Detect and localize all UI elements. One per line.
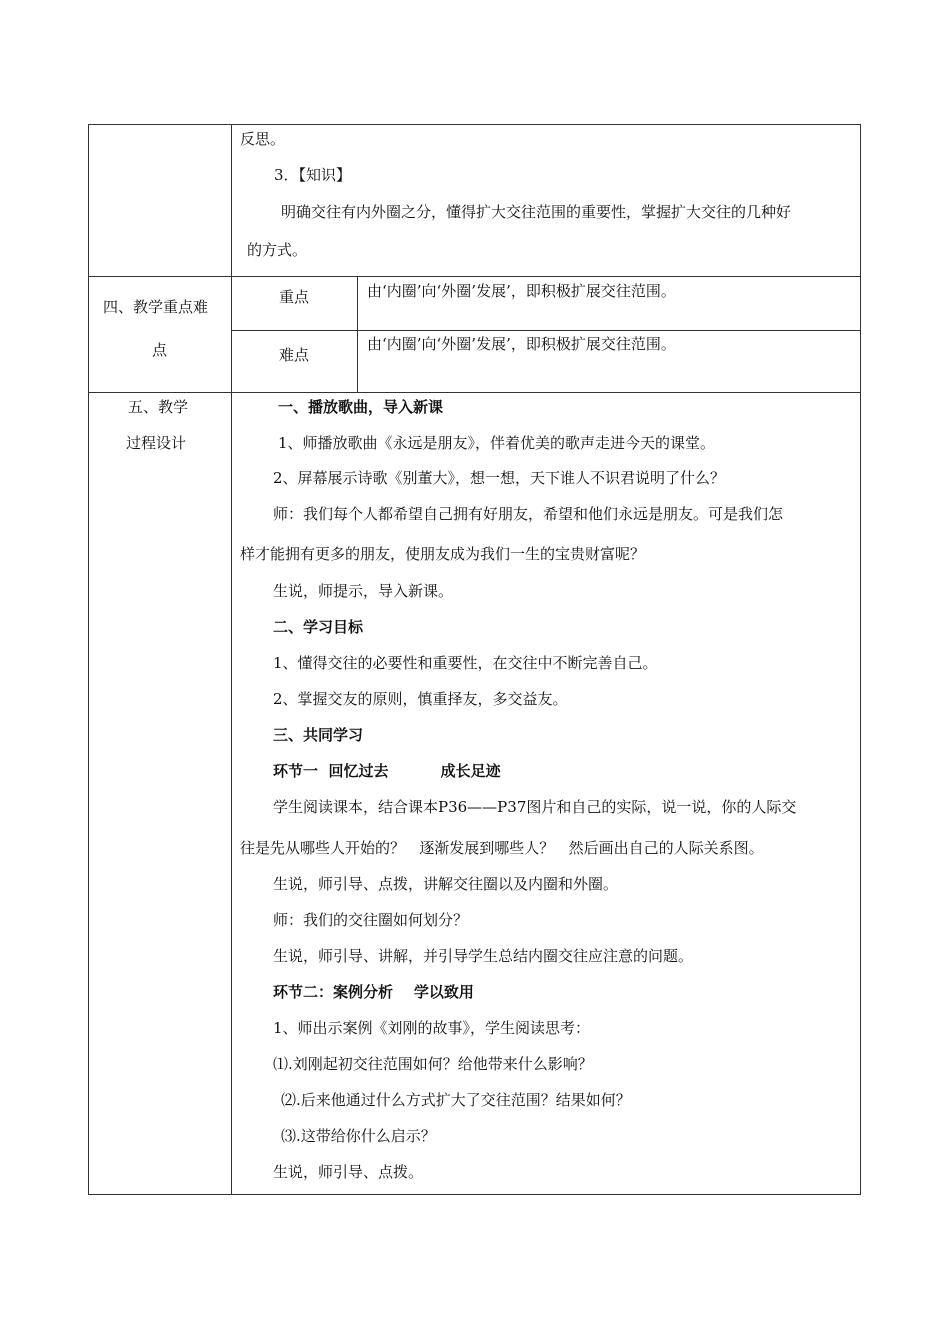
- knowledge-heading: 3．【知识】: [274, 166, 352, 184]
- paragraph: 师：我们每个人都希望自己拥有好朋友，希望和他们永远是朋友。可是我们怎: [273, 505, 784, 523]
- question-item: ⑶.这带给你什么启示？: [281, 1127, 436, 1145]
- paragraph: 1、师出示案例《刘刚的故事》，学生阅读思考：: [273, 1019, 591, 1037]
- subsection-heading: 环节一 回忆过去 成长足迹: [273, 762, 501, 780]
- knowledge-text-line1: 明确交往有内外圈之分，懂得扩大交往范围的重要性，掌握扩大交往的几种好: [281, 203, 792, 221]
- paragraph: 生说，师引导、点拨，讲解交往圈以及内圈和外圈。: [273, 875, 619, 893]
- paragraph: 1、师播放歌曲《永远是朋友》，伴着优美的歌声走进今天的课堂。: [278, 434, 716, 452]
- key-point-label: 重点: [279, 288, 310, 306]
- table-divider: [357, 276, 358, 392]
- table-divider: [231, 124, 232, 1195]
- key-difficulty-label-cont: 点: [152, 341, 168, 359]
- subsection-heading: 环节二：案例分析 学以致用: [273, 983, 474, 1001]
- paragraph: 样才能拥有更多的朋友，使朋友成为我们一生的宝贵财富呢？: [240, 545, 646, 563]
- paragraph: 往是先从哪些人开始的？ 逐渐发展到哪些人？ 然后画出自己的人际关系图。: [240, 839, 764, 857]
- process-label: 五、教学: [128, 398, 189, 416]
- paragraph: 生说，师引导、点拨。: [273, 1163, 424, 1181]
- paragraph: 2、屏幕展示诗歌《别董大》，想一想，天下谁人不识君说明了什么？: [273, 469, 726, 487]
- process-label-cont: 过程设计: [126, 434, 187, 452]
- table-divider: [231, 330, 861, 331]
- paragraph: 生说，师提示，导入新课。: [273, 582, 454, 600]
- question-item: ⑵.后来他通过什么方式扩大了交往范围？结果如何？: [281, 1091, 631, 1109]
- table-divider: [88, 392, 861, 393]
- key-point-text: 由‘内圈’向‘外圈’发展’，即积极扩展交往范围。: [367, 282, 676, 300]
- paragraph: 学生阅读课本，结合课本P36——P37图片和自己的实际，说一说，你的人际交: [273, 798, 797, 816]
- difficulty-text: 由‘内圈’向‘外圈’发展’，即积极扩展交往范围。: [367, 335, 676, 353]
- paragraph: 师：我们的交往圈如何划分？: [273, 911, 469, 929]
- reflection-text: 反思。: [240, 130, 286, 148]
- table-divider: [88, 276, 861, 277]
- paragraph: 2、掌握交友的原则，慎重择友，多交益友。: [273, 690, 568, 708]
- section-heading: 二、学习目标: [273, 618, 364, 636]
- paragraph: 1、懂得交往的必要性和重要性，在交往中不断完善自己。: [273, 654, 658, 672]
- difficulty-label: 难点: [279, 346, 310, 364]
- knowledge-text-line2: 的方式。: [247, 241, 308, 259]
- section-heading: 三、共同学习: [273, 726, 364, 744]
- paragraph: 生说，师引导、讲解，并引导学生总结内圈交往应注意的问题。: [273, 947, 694, 965]
- question-item: ⑴.刘刚起初交往范围如何？给他带来什么影响？: [273, 1055, 593, 1073]
- section-heading: 一、播放歌曲，导入新课: [278, 398, 444, 416]
- key-difficulty-label: 四、教学重点难: [103, 298, 209, 316]
